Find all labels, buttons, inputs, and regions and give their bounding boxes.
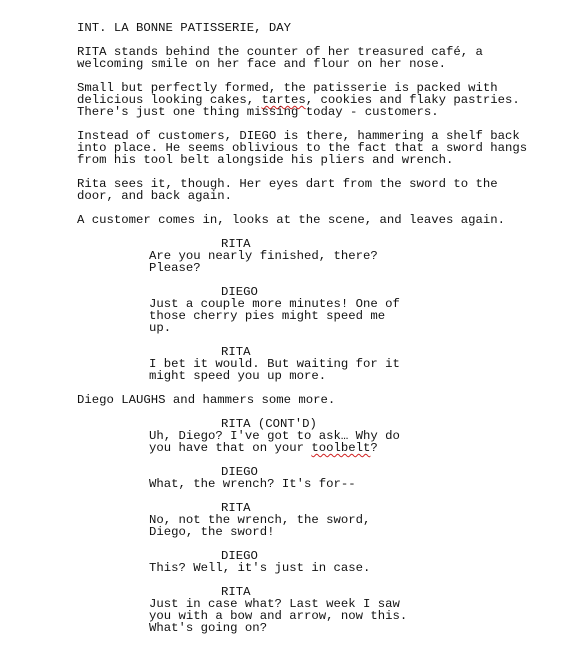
dialogue-line: might speed you up more.	[149, 369, 327, 383]
action-line: into place. He seems oblivious to the fact that a sword hangs	[77, 141, 528, 155]
character-name: RITA	[221, 345, 251, 359]
character-name: RITA	[221, 585, 251, 599]
action-line: welcoming smile on her face and flour on her nose.	[77, 57, 446, 71]
dialogue-line: No, not the wrench, the sword,	[149, 513, 371, 527]
character-name: RITA (CONT'D)	[221, 417, 317, 431]
scene-heading: INT. LA BONNE PATISSERIE, DAY	[77, 21, 292, 35]
action-line: Instead of customers, DIEGO is there, hammering a shelf back	[77, 129, 520, 143]
dialogue-line: you with a bow and arrow, now this.	[149, 609, 408, 623]
dialogue-text: ?	[370, 441, 378, 455]
dialogue-line: up.	[149, 321, 172, 335]
character-name: RITA	[221, 501, 251, 515]
dialogue-line: Just a couple more minutes! One of	[149, 297, 400, 311]
action-text: , cookies and flaky pastries.	[305, 93, 520, 107]
action-line: There's just one thing missing today - customers.	[77, 105, 439, 119]
dialogue-line: Please?	[149, 261, 201, 275]
action-line: Diego LAUGHS and hammers some more.	[77, 393, 336, 407]
dialogue-line: This? Well, it's just in case.	[149, 561, 371, 575]
action-line: Small but perfectly formed, the patisserie is packed with	[77, 81, 498, 95]
action-line: Rita sees it, though. Her eyes dart from the sword to the	[77, 177, 498, 191]
dialogue-line: Uh, Diego? I've got to ask… Why do	[149, 429, 400, 443]
dialogue-line: Diego, the sword!	[149, 525, 275, 539]
character-name: RITA	[221, 237, 251, 251]
dialogue-line: Just in case what? Last week I saw	[149, 597, 400, 611]
dialogue-line: those cherry pies might speed me	[149, 309, 386, 323]
character-name: DIEGO	[221, 285, 258, 299]
character-name: DIEGO	[221, 549, 258, 563]
dialogue-line: I bet it would. But waiting for it	[149, 357, 400, 371]
character-name: DIEGO	[221, 465, 258, 479]
dialogue-line: What's going on?	[149, 621, 268, 635]
dialogue-text: you have that on your	[149, 441, 312, 455]
misspelled-word[interactable]: toolbelt	[311, 441, 371, 455]
action-line: door, and back again.	[77, 189, 232, 203]
dialogue-line	[149, 442, 378, 454]
misspelled-word[interactable]: tartes	[261, 93, 306, 107]
action-line: A customer comes in, looks at the scene, and leaves again.	[77, 213, 506, 227]
action-text: delicious looking cakes,	[77, 93, 262, 107]
action-line: RITA stands behind the counter of her treasured café, a	[77, 45, 483, 59]
dialogue-line: Are you nearly finished, there?	[149, 249, 378, 263]
dialogue-line: What, the wrench? It's for--	[149, 477, 356, 491]
action-line: from his tool belt alongside his pliers and wrench.	[77, 153, 454, 167]
